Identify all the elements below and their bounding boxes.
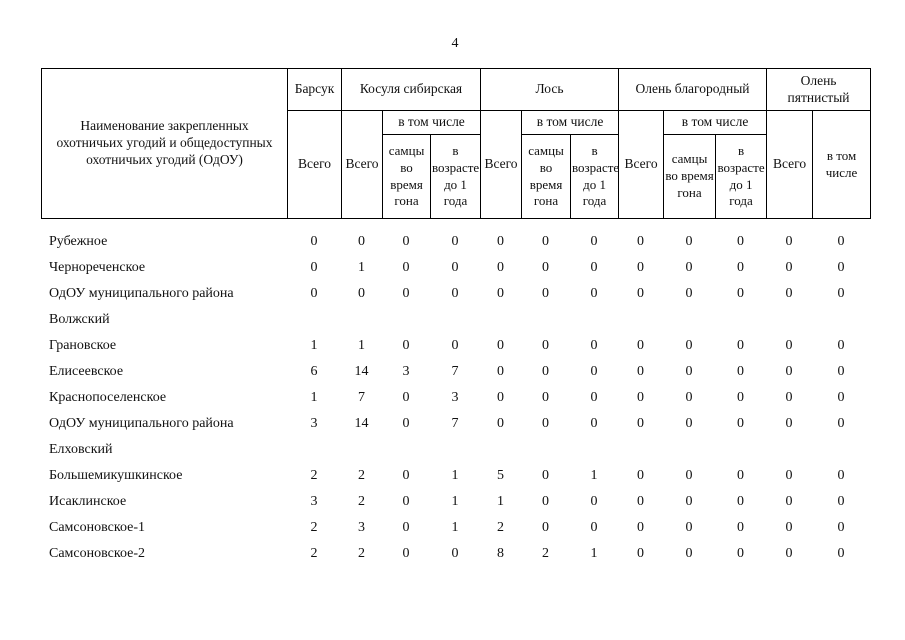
header-roe-young: в возрасте до 1 года xyxy=(431,135,481,219)
header-badger-total: Всего xyxy=(288,111,342,219)
header-roe-males: самцы во время гона xyxy=(383,135,431,219)
header-roe: Косуля сибирская xyxy=(342,69,481,111)
cell-value: 0 xyxy=(358,286,365,301)
cell-value: 3 xyxy=(451,390,459,405)
cell-value: 0 xyxy=(737,364,744,379)
cell-value: 0 xyxy=(497,338,504,353)
row-label: Волжский xyxy=(49,312,110,327)
cell-value: 0 xyxy=(637,390,644,405)
cell-value: 0 xyxy=(637,546,644,561)
cell-value: 0 xyxy=(837,260,845,275)
cell-value: 0 xyxy=(590,260,598,275)
cell-value: 0 xyxy=(637,260,644,275)
row-label: Краснопоселенское xyxy=(49,390,167,405)
cell-value: 3 xyxy=(310,416,318,431)
cell-value: 0 xyxy=(685,390,693,405)
header-moose: Лось xyxy=(481,69,619,111)
cell-value: 0 xyxy=(837,286,845,301)
cell-value: 0 xyxy=(542,364,549,379)
header-moose-total: Всего xyxy=(481,111,522,219)
header-red-deer-total: Всего xyxy=(619,111,664,219)
cell-value xyxy=(480,307,521,333)
cell-value: 0 xyxy=(785,468,793,483)
cell-value xyxy=(382,307,430,333)
cell-value xyxy=(570,307,618,333)
header-red-deer-males: самцы во время гона xyxy=(664,135,716,219)
cell-value: 0 xyxy=(685,364,693,379)
cell-value xyxy=(715,437,766,463)
cell-value: 0 xyxy=(785,416,793,431)
table-row xyxy=(41,463,870,489)
cell-value: 0 xyxy=(590,234,598,249)
cell-value: 0 xyxy=(785,520,793,535)
cell-value: 0 xyxy=(402,234,410,249)
cell-value: 1 xyxy=(358,260,365,275)
table-row xyxy=(41,437,870,463)
cell-value: 0 xyxy=(737,234,744,249)
cell-value: 0 xyxy=(685,494,693,509)
cell-value: 0 xyxy=(837,390,845,405)
cell-value: 0 xyxy=(451,338,459,353)
header-red-deer: Олень благородный xyxy=(619,69,767,111)
cell-value: 0 xyxy=(637,234,644,249)
cell-value: 0 xyxy=(685,338,693,353)
cell-value: 0 xyxy=(737,338,744,353)
cell-value: 0 xyxy=(785,286,793,301)
cell-value: 0 xyxy=(785,390,793,405)
cell-value xyxy=(287,307,341,333)
row-label: Грановское xyxy=(49,338,117,353)
cell-value: 2 xyxy=(310,468,318,483)
cell-value: 0 xyxy=(737,546,744,561)
cell-value: 0 xyxy=(542,286,549,301)
cell-value xyxy=(521,437,570,463)
cell-value: 2 xyxy=(358,494,365,509)
cell-value: 0 xyxy=(685,520,693,535)
cell-value xyxy=(430,307,480,333)
cell-value: 5 xyxy=(497,468,504,483)
table-row xyxy=(41,515,870,541)
cell-value: 1 xyxy=(451,494,459,509)
cell-value: 0 xyxy=(685,234,693,249)
cell-value: 0 xyxy=(358,234,365,249)
row-label: Самсоновское-1 xyxy=(49,520,145,535)
header-sika-incl: в том числе xyxy=(813,111,871,219)
cell-value: 0 xyxy=(402,260,410,275)
header-sika-total: Всего xyxy=(767,111,813,219)
cell-value: 0 xyxy=(785,260,793,275)
row-label: Чернореченское xyxy=(49,260,146,275)
table-row xyxy=(41,541,870,567)
cell-value: 1 xyxy=(590,546,598,561)
cell-value: 1 xyxy=(451,468,459,483)
cell-value: 0 xyxy=(451,546,459,561)
cell-value: 0 xyxy=(542,390,549,405)
cell-value: 1 xyxy=(497,494,504,509)
cell-value: 0 xyxy=(310,234,318,249)
header-moose-incl: в том числе xyxy=(522,111,619,135)
cell-value: 0 xyxy=(737,286,744,301)
cell-value: 2 xyxy=(358,468,365,483)
cell-value: 3 xyxy=(402,364,410,379)
cell-value: 0 xyxy=(497,260,504,275)
cell-value: 2 xyxy=(310,546,318,561)
cell-value: 0 xyxy=(402,520,410,535)
cell-value: 0 xyxy=(402,494,410,509)
cell-value: 3 xyxy=(358,520,365,535)
row-label: Елисеевское xyxy=(49,364,124,379)
cell-value: 0 xyxy=(590,390,598,405)
header-roe-total: Всего xyxy=(342,111,383,219)
cell-value xyxy=(341,437,382,463)
cell-value: 0 xyxy=(785,546,793,561)
cell-value: 0 xyxy=(402,286,410,301)
cell-value: 2 xyxy=(310,520,318,535)
cell-value: 1 xyxy=(590,468,598,483)
cell-value: 0 xyxy=(737,494,744,509)
row-label: Исаклинское xyxy=(49,494,127,509)
table-row xyxy=(41,255,870,281)
cell-value: 0 xyxy=(402,546,410,561)
cell-value: 0 xyxy=(402,468,410,483)
cell-value: 0 xyxy=(685,546,693,561)
cell-value: 0 xyxy=(737,390,744,405)
table-body xyxy=(41,229,870,567)
cell-value xyxy=(618,307,663,333)
cell-value: 0 xyxy=(637,494,644,509)
table-row xyxy=(41,359,870,385)
cell-value: 0 xyxy=(837,338,845,353)
cell-value xyxy=(430,437,480,463)
cell-value xyxy=(287,437,341,463)
cell-value: 8 xyxy=(497,546,504,561)
header-badger: Барсук xyxy=(288,69,342,111)
header-moose-males: самцы во время гона xyxy=(522,135,571,219)
cell-value: 0 xyxy=(637,364,644,379)
cell-value: 0 xyxy=(785,364,793,379)
cell-value: 2 xyxy=(497,520,504,535)
cell-value: 0 xyxy=(542,260,549,275)
cell-value: 0 xyxy=(837,416,845,431)
cell-value: 0 xyxy=(737,416,744,431)
cell-value: 7 xyxy=(358,390,365,405)
cell-value: 0 xyxy=(310,286,318,301)
cell-value xyxy=(766,307,812,333)
cell-value: 0 xyxy=(497,416,504,431)
row-label: Елховский xyxy=(49,442,113,457)
cell-value: 0 xyxy=(542,416,549,431)
cell-value: 0 xyxy=(402,338,410,353)
cell-value: 0 xyxy=(451,234,459,249)
cell-value: 0 xyxy=(685,416,693,431)
table-row xyxy=(41,333,870,359)
header-sika-deer: Олень пятнистый xyxy=(767,69,871,111)
cell-value: 0 xyxy=(685,286,693,301)
cell-value xyxy=(341,307,382,333)
cell-value: 1 xyxy=(310,390,318,405)
cell-value: 0 xyxy=(837,546,845,561)
row-label: Большемикушкинское xyxy=(49,468,183,483)
cell-value: 0 xyxy=(590,364,598,379)
cell-value xyxy=(663,437,715,463)
table-row xyxy=(41,489,870,515)
cell-value: 0 xyxy=(497,364,504,379)
cell-value: 0 xyxy=(785,234,793,249)
table-row xyxy=(41,229,870,255)
cell-value: 0 xyxy=(590,338,598,353)
cell-value: 0 xyxy=(837,234,845,249)
row-label: Рубежное xyxy=(49,234,108,249)
cell-value: 0 xyxy=(837,364,845,379)
cell-value: 0 xyxy=(497,234,504,249)
cell-value xyxy=(480,437,521,463)
cell-value xyxy=(618,437,663,463)
cell-value xyxy=(715,307,766,333)
cell-value: 1 xyxy=(451,520,459,535)
cell-value: 0 xyxy=(637,416,644,431)
cell-value: 0 xyxy=(737,520,744,535)
cell-value: 0 xyxy=(451,260,459,275)
cell-value: 0 xyxy=(637,468,644,483)
row-label: ОдОУ муниципального района xyxy=(49,416,234,431)
table-row xyxy=(41,385,870,411)
cell-value: 0 xyxy=(837,520,845,535)
cell-value: 0 xyxy=(685,260,693,275)
cell-value: 0 xyxy=(590,520,598,535)
cell-value: 2 xyxy=(358,546,365,561)
cell-value: 0 xyxy=(590,286,598,301)
cell-value xyxy=(812,307,870,333)
row-label: Самсоновское-2 xyxy=(49,546,145,561)
header-red-deer-incl: в том числе xyxy=(664,111,767,135)
row-label: ОдОУ муниципального района xyxy=(49,286,234,301)
cell-value: 0 xyxy=(837,468,845,483)
cell-value: 0 xyxy=(542,494,549,509)
cell-value xyxy=(812,437,870,463)
cell-value: 0 xyxy=(590,494,598,509)
cell-value: 3 xyxy=(310,494,318,509)
cell-value: 14 xyxy=(354,364,369,379)
cell-value: 0 xyxy=(497,390,504,405)
cell-value: 0 xyxy=(685,468,693,483)
cell-value: 0 xyxy=(737,468,744,483)
table-row xyxy=(41,307,870,333)
cell-value: 0 xyxy=(542,338,549,353)
page-number: 4 xyxy=(451,36,459,51)
cell-value xyxy=(521,307,570,333)
cell-value: 2 xyxy=(542,546,549,561)
cell-value: 1 xyxy=(310,338,318,353)
cell-value: 0 xyxy=(542,520,549,535)
cell-value: 0 xyxy=(542,234,549,249)
cell-value: 1 xyxy=(358,338,365,353)
cell-value xyxy=(570,437,618,463)
cell-value: 0 xyxy=(785,494,793,509)
cell-value: 0 xyxy=(497,286,504,301)
cell-value: 7 xyxy=(451,416,459,431)
table-row xyxy=(41,281,870,307)
cell-value: 0 xyxy=(637,286,644,301)
cell-value: 0 xyxy=(402,390,410,405)
table-header xyxy=(41,68,871,219)
cell-value xyxy=(663,307,715,333)
cell-value: 0 xyxy=(785,338,793,353)
cell-value: 0 xyxy=(542,468,549,483)
header-red-deer-young: в возрасте до 1 года xyxy=(716,135,767,219)
table-row xyxy=(41,411,870,437)
cell-value: 0 xyxy=(637,520,644,535)
cell-value: 0 xyxy=(737,260,744,275)
header-name: Наименование закрепленных охотничьих угодий и общедоступных охотничьих угодий (ОдОУ) xyxy=(42,69,288,219)
header-moose-young: в возрасте до 1 года xyxy=(571,135,619,219)
cell-value: 0 xyxy=(451,286,459,301)
cell-value xyxy=(382,437,430,463)
cell-value: 7 xyxy=(451,364,459,379)
header-roe-incl: в том числе xyxy=(383,111,481,135)
cell-value: 0 xyxy=(590,416,598,431)
cell-value: 0 xyxy=(310,260,318,275)
cell-value: 0 xyxy=(402,416,410,431)
cell-value: 14 xyxy=(354,416,369,431)
cell-value: 0 xyxy=(637,338,644,353)
cell-value xyxy=(766,437,812,463)
cell-value: 0 xyxy=(837,494,845,509)
cell-value: 6 xyxy=(310,364,318,379)
